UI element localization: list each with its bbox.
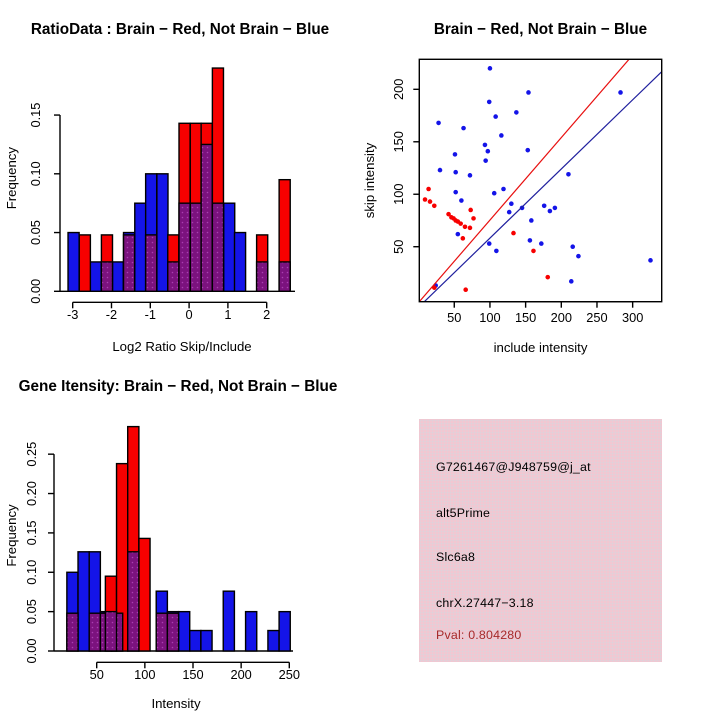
data-point-blue: [526, 90, 531, 95]
data-point-blue: [525, 148, 530, 153]
data-point-red: [463, 287, 468, 292]
data-point-blue: [483, 158, 488, 163]
histogram-bar-overlap: [124, 235, 135, 291]
y-tick-label: 0.15: [28, 102, 43, 128]
plot-box: [419, 59, 661, 301]
x-tick-label: 0: [185, 307, 193, 322]
data-point-blue: [499, 133, 504, 138]
data-point-blue: [494, 249, 499, 254]
data-point-red: [468, 208, 473, 213]
splice-type-text: alt5Prime: [436, 506, 491, 520]
data-point-blue: [492, 191, 497, 196]
y-axis: [28, 103, 60, 304]
histogram-bar-blue: [201, 631, 212, 651]
data-point-blue: [569, 279, 574, 284]
data-point-red: [458, 221, 463, 226]
data-point-blue: [461, 126, 466, 131]
data-point-blue: [548, 209, 553, 214]
chart-title: RatioData : Brain − Red, Not Brain − Blue: [30, 21, 330, 38]
x-tick-label: 300: [621, 310, 644, 325]
chart-title: Brain − Red, Not Brain − Blue: [433, 21, 648, 38]
panel-ratio-histogram: [0, 0, 360, 360]
data-point-blue: [529, 218, 534, 223]
data-point-red: [432, 203, 437, 208]
y-axis: [391, 79, 419, 254]
data-point-red: [545, 275, 550, 280]
data-point-blue: [436, 121, 441, 126]
histogram-bar-blue: [268, 631, 279, 651]
histogram-bar-overlap: [257, 262, 268, 291]
histogram-bar-overlap: [128, 552, 139, 651]
data-point-blue: [570, 244, 575, 249]
y-axis-label: skip intensity: [362, 142, 377, 219]
data-point-red: [468, 226, 473, 231]
locus-text: chrX.27447−3.18: [436, 596, 534, 610]
data-point-blue: [456, 232, 461, 237]
data-point-red: [531, 249, 536, 254]
y-tick-label: 200: [391, 78, 406, 100]
histogram-bar-blue: [246, 612, 257, 651]
data-point-blue: [493, 114, 498, 119]
histogram-bar-blue: [157, 174, 168, 291]
x-tick-label: 200: [550, 310, 572, 325]
x-tick-label: 100: [479, 310, 501, 325]
histogram-bar-blue: [234, 233, 245, 292]
panel-intensity-scatter: [360, 0, 720, 360]
x-axis-label: Log2 Ratio Skip/Include: [112, 339, 252, 354]
data-point-blue: [618, 90, 623, 95]
x-tick-label: 50: [447, 310, 462, 325]
histogram-bar-blue: [279, 612, 290, 651]
data-point-blue: [487, 241, 492, 246]
data-point-blue: [566, 172, 571, 177]
data-point-blue: [468, 173, 473, 178]
data-point-red: [428, 199, 433, 204]
data-point-blue: [488, 66, 493, 71]
x-tick-label: 200: [230, 667, 252, 682]
x-axis-label: Intensity: [151, 696, 201, 711]
histogram-bar-blue: [135, 203, 146, 291]
fit-lines: [419, 22, 661, 307]
histogram-bar-overlap: [167, 613, 178, 651]
data-point-red: [511, 231, 516, 236]
x-axis-label: include intensity: [493, 340, 588, 355]
gene-name-text: Slc6a8: [436, 550, 476, 564]
x-tick-label: 150: [182, 667, 204, 682]
data-point-blue: [453, 190, 458, 195]
histogram-bar-blue: [90, 262, 101, 291]
x-axis: [67, 302, 270, 322]
y-tick-label: 0.00: [24, 638, 39, 664]
not-brain-fit-line: [419, 72, 661, 307]
y-tick-label: 0.05: [28, 220, 43, 246]
x-tick-label: -1: [144, 307, 156, 322]
data-point-blue: [528, 238, 533, 243]
panel-info: [360, 360, 720, 720]
histogram-bar-blue: [179, 612, 190, 651]
data-point-blue: [542, 203, 547, 208]
histogram-bar-overlap: [89, 613, 100, 651]
y-axis: [24, 442, 54, 664]
x-tick-label: 50: [89, 667, 104, 682]
x-axis: [447, 302, 643, 325]
histogram-bar-overlap: [212, 203, 223, 291]
histogram-bar-red: [139, 538, 150, 651]
y-tick-label: 0.00: [28, 278, 43, 304]
x-tick-label: -3: [66, 307, 79, 322]
x-axis: [90, 662, 300, 682]
y-axis-label: Frequency: [4, 146, 19, 210]
data-point-blue: [539, 241, 544, 246]
histogram-bar-overlap: [156, 613, 167, 651]
y-tick-label: 0.15: [24, 520, 39, 546]
histogram-bar-overlap: [179, 203, 190, 291]
histogram-bar-blue: [68, 233, 79, 292]
y-axis-label: Frequency: [4, 504, 19, 567]
x-tick-label: 250: [586, 310, 608, 325]
histogram-bar-overlap: [105, 612, 116, 651]
data-point-blue: [438, 168, 443, 173]
info-pink-box: [419, 419, 662, 662]
data-point-blue: [453, 170, 458, 175]
panel-gene-intensity-histogram: [0, 360, 360, 720]
data-point-blue: [576, 254, 581, 259]
data-point-blue: [459, 198, 464, 203]
probe-id-text: G7261467@J948759@j_at: [436, 460, 591, 474]
data-point-red: [461, 236, 466, 241]
pval-text: Pval: 0.804280: [436, 628, 522, 642]
histogram-bar-overlap: [201, 144, 212, 291]
y-tick-label: 50: [391, 239, 406, 254]
x-tick-label: 100: [134, 667, 156, 682]
chart-title: Gene Itensity: Brain − Red, Not Brain − Blue: [18, 378, 338, 395]
data-point-red: [463, 224, 468, 229]
x-tick-label: -2: [105, 307, 118, 322]
x-tick-label: 2: [263, 307, 271, 322]
data-point-blue: [509, 201, 514, 206]
histogram-bar-red: [79, 235, 90, 291]
data-point-blue: [553, 206, 558, 211]
histogram-bar-overlap: [67, 613, 78, 651]
histogram-bar-overlap: [168, 262, 179, 291]
histogram-bar-overlap: [146, 235, 157, 291]
y-tick-label: 0.10: [24, 559, 39, 585]
y-tick-label: 100: [391, 183, 406, 205]
data-point-blue: [487, 100, 492, 105]
data-point-red: [426, 187, 431, 192]
histogram-bars: [68, 68, 290, 291]
histogram-bar-overlap: [279, 262, 290, 291]
histogram-bar-overlap: [101, 262, 112, 291]
data-point-blue: [483, 143, 488, 148]
histogram-bar-blue: [224, 203, 235, 291]
histogram-bar-blue: [223, 591, 234, 651]
x-tick-label: 1: [224, 307, 232, 322]
x-tick-label: 250: [278, 667, 300, 682]
data-point-red: [471, 216, 476, 221]
y-tick-label: 0.10: [28, 161, 43, 187]
data-point-blue: [507, 210, 512, 215]
histogram-bar-overlap: [190, 203, 201, 291]
data-point-blue: [486, 149, 491, 154]
data-point-blue: [648, 258, 653, 263]
x-tick-label: 150: [514, 310, 537, 325]
brain-fit-line: [419, 22, 661, 302]
data-point-blue: [453, 152, 458, 157]
histogram-bar-blue: [78, 552, 89, 651]
y-tick-label: 0.20: [24, 481, 39, 506]
histogram-bar-blue: [112, 262, 123, 291]
data-point-blue: [501, 187, 506, 192]
histogram-bar-blue: [190, 631, 201, 651]
histogram-bars: [67, 427, 290, 651]
y-tick-label: 150: [391, 131, 406, 153]
y-tick-label: 0.05: [24, 599, 39, 625]
y-tick-label: 0.25: [24, 441, 39, 467]
data-point-blue: [514, 110, 519, 115]
data-point-red: [423, 197, 428, 202]
